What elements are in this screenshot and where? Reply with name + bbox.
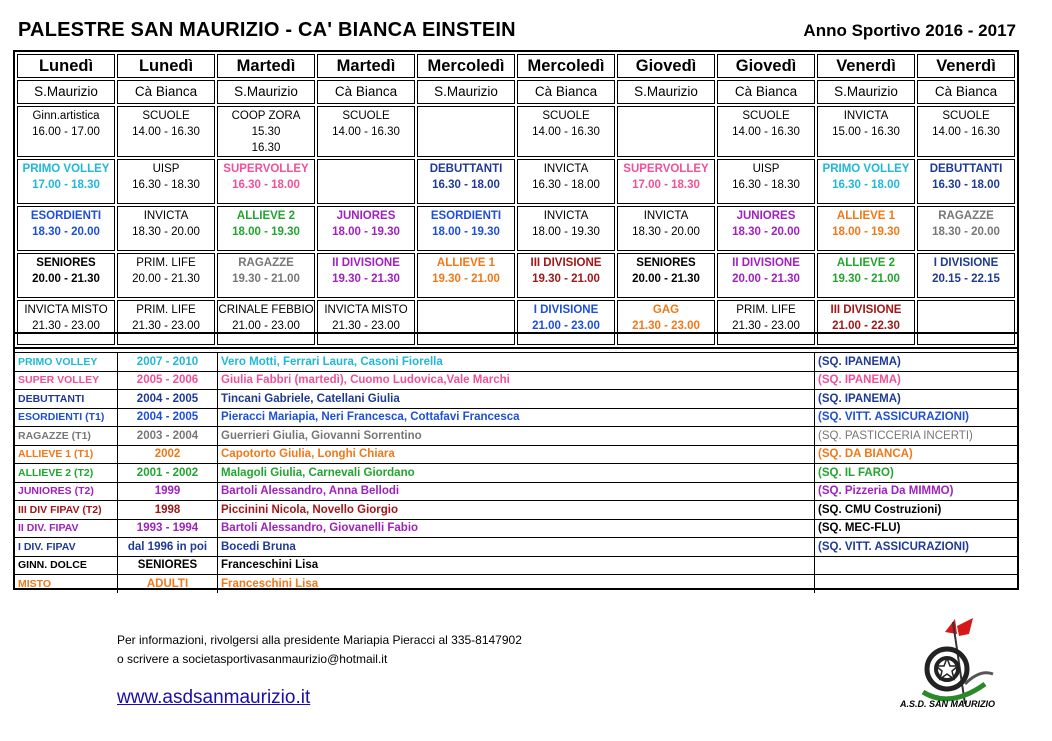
slot-activity: RAGAZZE xyxy=(938,210,994,222)
slot-activity: ALLIEVE 1 xyxy=(436,257,496,269)
teams-spacer xyxy=(15,334,1017,352)
slot-activity: II DIVISIONE xyxy=(732,257,800,269)
schedule-slot xyxy=(217,253,315,298)
slot-activity: ALLIEVE 2 xyxy=(236,210,296,222)
team-category: MISTO xyxy=(15,575,118,593)
slot-time: 21.00 - 23.00 xyxy=(232,320,300,332)
schedule-slot xyxy=(417,206,515,251)
slot-activity: PRIMO VOLLEY xyxy=(822,163,910,175)
day-header: Venerdì xyxy=(917,54,1015,78)
schedule-slot xyxy=(617,106,715,157)
slot-activity: INVICTA xyxy=(643,210,689,222)
slot-time: 20.00 - 21.30 xyxy=(632,273,700,285)
team-sponsor: (SQ. IL FARO) xyxy=(815,464,1018,483)
place-header: Cà Bianca xyxy=(717,80,815,104)
team-row xyxy=(15,538,1017,557)
team-row xyxy=(15,556,1017,575)
team-row xyxy=(15,482,1017,501)
day-header: Mercoledì xyxy=(517,54,615,78)
slot-activity: II DIVISIONE xyxy=(332,257,400,269)
team-row xyxy=(15,390,1017,409)
slot-activity: SUPERVOLLEY xyxy=(223,163,309,175)
slot-time: 19.30 - 21.00 xyxy=(532,273,600,285)
website-link[interactable]: www.asdsanmaurizio.it xyxy=(117,687,311,708)
slot-time: 21.30 - 23.00 xyxy=(632,320,700,332)
slot-time: 17.00 - 18.30 xyxy=(32,179,100,191)
slot-row xyxy=(17,206,1015,251)
schedule-slot xyxy=(217,206,315,251)
slot-time: 21.30 - 23.00 xyxy=(732,320,800,332)
slot-time: 16.30 - 18.00 xyxy=(532,179,600,191)
day-header: Lunedì xyxy=(17,54,115,78)
slot-activity: UISP xyxy=(152,163,180,175)
season-year: Anno Sportivo 2016 - 2017 xyxy=(803,21,1016,40)
team-years: 2002 xyxy=(118,445,218,464)
schedule-slot xyxy=(717,106,815,157)
slot-time: 14.00 - 16.30 xyxy=(732,126,800,138)
slot-row xyxy=(17,106,1015,157)
team-years: 2004 - 2005 xyxy=(118,390,218,409)
team-sponsor: (SQ. IPANEMA) xyxy=(815,353,1018,372)
team-row xyxy=(15,408,1017,427)
schedule-slot xyxy=(817,253,915,298)
slot-time: 20.00 - 21.30 xyxy=(732,273,800,285)
team-coaches: Piccinini Nicola, Novello Giorgio xyxy=(218,501,815,520)
slot-time: 16.30 xyxy=(251,142,281,154)
schedule-slot xyxy=(517,206,615,251)
team-sponsor: (SQ. MEC-FLU) xyxy=(815,519,1018,538)
team-row xyxy=(15,519,1017,538)
slot-activity: SCUOLE xyxy=(342,110,390,122)
slot-activity: ESORDIENTI xyxy=(30,210,102,222)
slot-time: 14.00 - 16.30 xyxy=(532,126,600,138)
schedule-slot xyxy=(117,106,215,157)
slot-activity: SENIORES xyxy=(36,257,96,269)
day-header: Martedì xyxy=(217,54,315,78)
slot-activity: III DIVISIONE xyxy=(830,304,902,316)
team-category: I DIV. FIPAV xyxy=(15,538,118,557)
contact-info xyxy=(117,631,522,669)
slot-activity: JUNIORES xyxy=(736,210,796,222)
day-header: Giovedì xyxy=(617,54,715,78)
schedule-slot xyxy=(717,253,815,298)
team-coaches: Pieracci Mariapia, Neri Francesca, Cottafavi Francesca xyxy=(218,408,815,427)
team-row xyxy=(15,464,1017,483)
team-row xyxy=(15,371,1017,390)
places-row xyxy=(17,80,1015,104)
slot-activity: DEBUTTANTI xyxy=(429,163,503,175)
schedule-slot xyxy=(617,159,715,204)
slot-time: 20.00 - 21.30 xyxy=(32,273,100,285)
slot-activity: INVICTA xyxy=(843,110,889,122)
day-header: Giovedì xyxy=(717,54,815,78)
team-category: GINN. DOLCE xyxy=(15,556,118,575)
schedule-slot xyxy=(917,106,1015,157)
schedule-slot xyxy=(317,106,415,157)
slot-activity: RAGAZZE xyxy=(238,257,294,269)
slot-activity: INVICTA xyxy=(543,210,589,222)
schedule-slot xyxy=(417,159,515,204)
slot-time: 18.30 - 20.00 xyxy=(732,226,800,238)
slot-activity: PRIM. LIFE xyxy=(136,257,196,269)
team-category: SUPER VOLLEY xyxy=(15,371,118,390)
slot-time: 21.30 - 23.00 xyxy=(132,320,200,332)
slot-time: 15.00 - 16.30 xyxy=(832,126,900,138)
slot-activity: INVICTA MISTO xyxy=(24,304,108,316)
schedule-slot xyxy=(17,253,115,298)
logo-caption: A.S.D. SAN MAURIZIO xyxy=(899,699,995,709)
team-category: ESORDIENTI (T1) xyxy=(15,408,118,427)
schedule-slot xyxy=(17,159,115,204)
slot-time: 18.00 - 19.30 xyxy=(332,226,400,238)
contact-line-1: Per informazioni, rivolgersi alla presidente Mariapia Pieracci al 335-8147902 xyxy=(117,633,522,647)
team-coaches: Bartoli Alessandro, Anna Bellodi xyxy=(218,482,815,501)
place-header: S.Maurizio xyxy=(617,80,715,104)
schedule-slot xyxy=(117,159,215,204)
team-coaches: Bocedi Bruna xyxy=(218,538,815,557)
place-header: S.Maurizio xyxy=(17,80,115,104)
schedule-slot xyxy=(17,206,115,251)
place-header: S.Maurizio xyxy=(217,80,315,104)
team-coaches: Giulia Fabbri (martedì), Cuomo Ludovica,Vale Marchi xyxy=(218,371,815,390)
team-row xyxy=(15,501,1017,520)
slot-time: 19.30 - 21.30 xyxy=(332,273,400,285)
team-coaches: Malagoli Giulia, Carnevali Giordano xyxy=(218,464,815,483)
slot-time: 21.30 - 23.00 xyxy=(332,320,400,332)
slot-time: 19.30 - 21.00 xyxy=(832,273,900,285)
slot-time: 18.30 - 20.00 xyxy=(932,226,1000,238)
slot-activity: PRIMO VOLLEY xyxy=(22,163,110,175)
day-header: Martedì xyxy=(317,54,415,78)
schedule-slot xyxy=(817,206,915,251)
slot-time: 18.00 - 19.30 xyxy=(832,226,900,238)
team-sponsor: (SQ. DA BIANCA) xyxy=(815,445,1018,464)
team-sponsor: (SQ. CMU Costruzioni) xyxy=(815,501,1018,520)
contact-line-2[interactable]: o scrivere a societasportivasanmaurizio@hotmail.it xyxy=(117,652,388,666)
team-years: 2003 - 2004 xyxy=(118,427,218,446)
slot-time: 18.30 - 20.00 xyxy=(132,226,200,238)
team-years: 1998 xyxy=(118,501,218,520)
team-category: ALLIEVE 1 (T1) xyxy=(15,445,118,464)
schedule-slot xyxy=(517,106,615,157)
team-years: 2007 - 2010 xyxy=(118,353,218,372)
slot-activity: SCUOLE xyxy=(142,110,190,122)
slot-time: 16.30 - 18.00 xyxy=(432,179,500,191)
slot-time: 16.30 - 18.00 xyxy=(932,179,1000,191)
team-years: 2001 - 2002 xyxy=(118,464,218,483)
slot-time: 14.00 - 16.30 xyxy=(332,126,400,138)
slot-activity: SCUOLE xyxy=(542,110,590,122)
team-years: 2004 - 2005 xyxy=(118,408,218,427)
team-years: 1999 xyxy=(118,482,218,501)
schedule-slot xyxy=(117,206,215,251)
schedule-slot xyxy=(117,253,215,298)
team-category: ALLIEVE 2 (T2) xyxy=(15,464,118,483)
schedule-slot xyxy=(617,206,715,251)
team-coaches: Capotorto Giulia, Longhi Chiara xyxy=(218,445,815,464)
team-coaches: Vero Motti, Ferrari Laura, Casoni Fiorella xyxy=(218,353,815,372)
team-sponsor: (SQ. PASTICCERIA INCERTI) xyxy=(815,427,1018,446)
schedule-slot xyxy=(217,159,315,204)
slot-time: 21.00 - 22.30 xyxy=(832,320,900,332)
slot-time: 16.30 - 18.30 xyxy=(732,179,800,191)
slot-time: 16.00 - 17.00 xyxy=(32,126,100,138)
team-years: 2005 - 2006 xyxy=(118,371,218,390)
slot-activity: SCUOLE xyxy=(942,110,990,122)
schedule-table xyxy=(13,50,1019,349)
team-sponsor: (SQ. IPANEMA) xyxy=(815,371,1018,390)
team-category: PRIMO VOLLEY xyxy=(15,353,118,372)
team-coaches: Franceschini Lisa xyxy=(218,575,815,593)
schedule-slot xyxy=(517,159,615,204)
slot-time: 21.00 - 23.00 xyxy=(532,320,600,332)
slot-activity: Ginn.artistica xyxy=(32,110,100,122)
slot-time: 20.15 - 22.15 xyxy=(932,273,1000,285)
schedule-slot xyxy=(817,106,915,157)
slot-row xyxy=(17,253,1015,298)
schedule-slot xyxy=(417,253,515,298)
team-years: dal 1996 in poi xyxy=(118,538,218,557)
slot-time: 16.30 - 18.00 xyxy=(832,179,900,191)
schedule-slot xyxy=(917,206,1015,251)
team-row xyxy=(15,427,1017,446)
team-row xyxy=(15,575,1017,593)
slot-activity: PRIM. LIFE xyxy=(736,304,796,316)
team-category: III DIV FIPAV (T2) xyxy=(15,501,118,520)
slot-activity: PRIM. LIFE xyxy=(136,304,196,316)
schedule-slot xyxy=(917,253,1015,298)
slot-activity: SCUOLE xyxy=(742,110,790,122)
schedule-slot xyxy=(417,106,515,157)
team-row xyxy=(15,445,1017,464)
slot-activity: UISP xyxy=(752,163,780,175)
slot-activity: INVICTA xyxy=(143,210,189,222)
team-sponsor: (SQ. VITT. ASSICURAZIONI) xyxy=(815,538,1018,557)
team-years: 1993 - 1994 xyxy=(118,519,218,538)
slot-time: 17.00 - 18.30 xyxy=(632,179,700,191)
schedule-slot xyxy=(217,106,315,157)
team-category: JUNIORES (T2) xyxy=(15,482,118,501)
place-header: S.Maurizio xyxy=(817,80,915,104)
schedule-slot xyxy=(717,159,815,204)
team-sponsor: (SQ. Pizzeria Da MIMMO) xyxy=(815,482,1018,501)
slot-activity: ALLIEVE 2 xyxy=(836,257,896,269)
page-title: PALESTRE SAN MAURIZIO - CA' BIANCA EINSTEIN xyxy=(18,19,516,41)
team-category: DEBUTTANTI xyxy=(15,390,118,409)
slot-time: 14.00 - 16.30 xyxy=(132,126,200,138)
schedule-slot xyxy=(717,206,815,251)
slot-activity: INVICTA xyxy=(543,163,589,175)
schedule-slot xyxy=(317,253,415,298)
slot-time: 19.30 - 21.00 xyxy=(432,273,500,285)
day-header: Venerdì xyxy=(817,54,915,78)
slot-time: 19.30 - 21.00 xyxy=(232,273,300,285)
place-header: S.Maurizio xyxy=(417,80,515,104)
slot-activity: COOP ZORA 15.30 xyxy=(231,110,301,138)
slot-time: 21.30 - 23.00 xyxy=(32,320,100,332)
slot-activity: INVICTA MISTO xyxy=(324,304,408,316)
team-category: RAGAZZE (T1) xyxy=(15,427,118,446)
schedule-slot xyxy=(917,159,1015,204)
place-header: Cà Bianca xyxy=(317,80,415,104)
slot-time: 14.00 - 16.30 xyxy=(932,126,1000,138)
team-years: SENIORES xyxy=(118,556,218,575)
schedule-slot xyxy=(17,106,115,157)
team-sponsor: (SQ. VITT. ASSICURAZIONI) xyxy=(815,408,1018,427)
slot-activity: ESORDIENTI xyxy=(430,210,502,222)
slot-activity: DEBUTTANTI xyxy=(929,163,1003,175)
slot-activity: SUPERVOLLEY xyxy=(623,163,709,175)
slot-activity: JUNIORES xyxy=(336,210,396,222)
schedule-slot xyxy=(517,253,615,298)
slot-activity: III DIVISIONE xyxy=(530,257,602,269)
place-header: Cà Bianca xyxy=(117,80,215,104)
schedule-slot xyxy=(317,206,415,251)
team-coaches: Franceschini Lisa xyxy=(218,556,815,575)
slot-time: 20.00 - 21.30 xyxy=(132,273,200,285)
schedule-slot xyxy=(817,159,915,204)
team-coaches: Bartoli Alessandro, Giovanelli Fabio xyxy=(218,519,815,538)
slot-activity: I DIVISIONE xyxy=(533,304,599,316)
slot-time: 16.30 - 18.00 xyxy=(232,179,300,191)
slot-time: 18.00 - 19.30 xyxy=(432,226,500,238)
team-sponsor xyxy=(815,575,1018,593)
slot-activity: I DIVISIONE xyxy=(933,257,999,269)
slot-time: 18.30 - 20.00 xyxy=(32,226,100,238)
slot-time: 18.30 - 20.00 xyxy=(632,226,700,238)
slot-time: 18.00 - 19.30 xyxy=(232,226,300,238)
days-row xyxy=(17,54,1015,78)
team-coaches: Guerrieri Giulia, Giovanni Sorrentino xyxy=(218,427,815,446)
schedule-slot xyxy=(317,159,415,204)
slot-time: 18.00 - 19.30 xyxy=(532,226,600,238)
team-category: II DIV. FIPAV xyxy=(15,519,118,538)
slot-activity: SENIORES xyxy=(636,257,696,269)
team-coaches: Tincani Gabriele, Catellani Giulia xyxy=(218,390,815,409)
place-header: Cà Bianca xyxy=(917,80,1015,104)
day-header: Mercoledì xyxy=(417,54,515,78)
teams-table xyxy=(15,352,1017,593)
slot-time: 16.30 - 18.30 xyxy=(132,179,200,191)
day-header: Lunedì xyxy=(117,54,215,78)
teams-box xyxy=(13,332,1019,590)
slot-activity: GAG xyxy=(652,304,680,316)
slot-activity: CRINALE FEBBIO xyxy=(218,304,314,316)
team-row xyxy=(15,353,1017,372)
slot-activity: ALLIEVE 1 xyxy=(836,210,896,222)
team-years: ADULTI xyxy=(118,575,218,593)
schedule-slot xyxy=(617,253,715,298)
slot-row xyxy=(17,159,1015,204)
place-header: Cà Bianca xyxy=(517,80,615,104)
team-sponsor: (SQ. IPANEMA) xyxy=(815,390,1018,409)
team-sponsor xyxy=(815,556,1018,575)
